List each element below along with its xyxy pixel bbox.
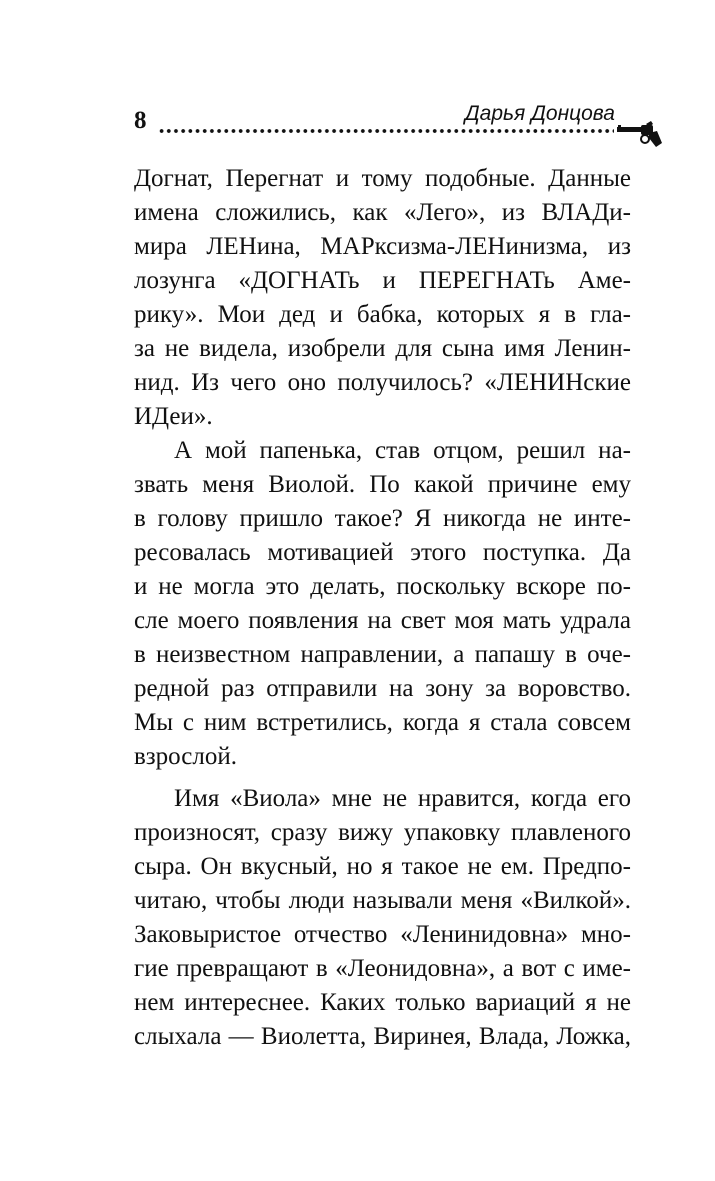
text-line: и не могла это делать, поскольку вскоре по- bbox=[134, 573, 631, 600]
text-line: нид. Из чего оно получилось? «ЛЕНИНские bbox=[134, 369, 631, 396]
text-line: Имя «Виола» мне не нравится, когда его bbox=[174, 785, 631, 812]
text-line: редной раз отправили на зону за воровство. bbox=[134, 675, 631, 702]
revolver-icon bbox=[616, 116, 662, 148]
text-line: ресовалась мотивацией этого поступка. Да bbox=[134, 539, 631, 566]
header-dot-leader bbox=[158, 128, 614, 134]
text-line: нем интереснее. Каких только вариаций я не bbox=[134, 989, 631, 1016]
page-number: 8 bbox=[134, 107, 147, 134]
text-line: имена сложились, как «Лего», из ВЛАДи- bbox=[134, 199, 631, 226]
text-line: произносят, сразу вижу упаковку плавленого bbox=[134, 819, 631, 846]
text-line: Заковыристое отчество «Ленинидовна» мно- bbox=[134, 921, 631, 948]
text-line: за не видела, изобрели для сына имя Ленин- bbox=[134, 335, 631, 362]
text-line: А мой папенька, став отцом, решил на- bbox=[174, 437, 631, 464]
text-line: лозунга «ДОГНАТь и ПЕРЕГНАТь Аме- bbox=[134, 267, 631, 294]
text-line: ИДеи». bbox=[134, 403, 213, 430]
text-line: мира ЛЕНина, МАРксизма-ЛЕНинизма, из bbox=[134, 233, 631, 260]
text-line: читаю, чтобы люди называли меня «Вилкой». bbox=[134, 887, 631, 914]
text-line: в голову пришло такое? Я никогда не инте- bbox=[134, 505, 631, 532]
text-line: взрослой. bbox=[134, 743, 238, 770]
text-line: рику». Мои дед и бабка, которых я в гла- bbox=[134, 301, 631, 328]
running-header-author: Дарья Донцова bbox=[464, 102, 615, 125]
text-line: сыра. Он вкусный, но я такое не ем. Предпо- bbox=[134, 853, 631, 880]
text-line: в неизвестном направлении, а папашу в оче- bbox=[134, 641, 631, 668]
text-line: гие превращают в «Леонидовна», а вот с име- bbox=[134, 955, 631, 982]
text-line: слыхала — Виолетта, Виринея, Влада, Ложка, bbox=[134, 1023, 631, 1050]
text-line: звать меня Виолой. По какой причине ему bbox=[134, 471, 631, 498]
text-line: Мы с ним встретились, когда я стала совсем bbox=[134, 709, 631, 736]
text-line: сле моего появления на свет моя мать удрала bbox=[134, 607, 631, 634]
text-line: Догнат, Перегнат и тому подобные. Данные bbox=[134, 165, 631, 192]
